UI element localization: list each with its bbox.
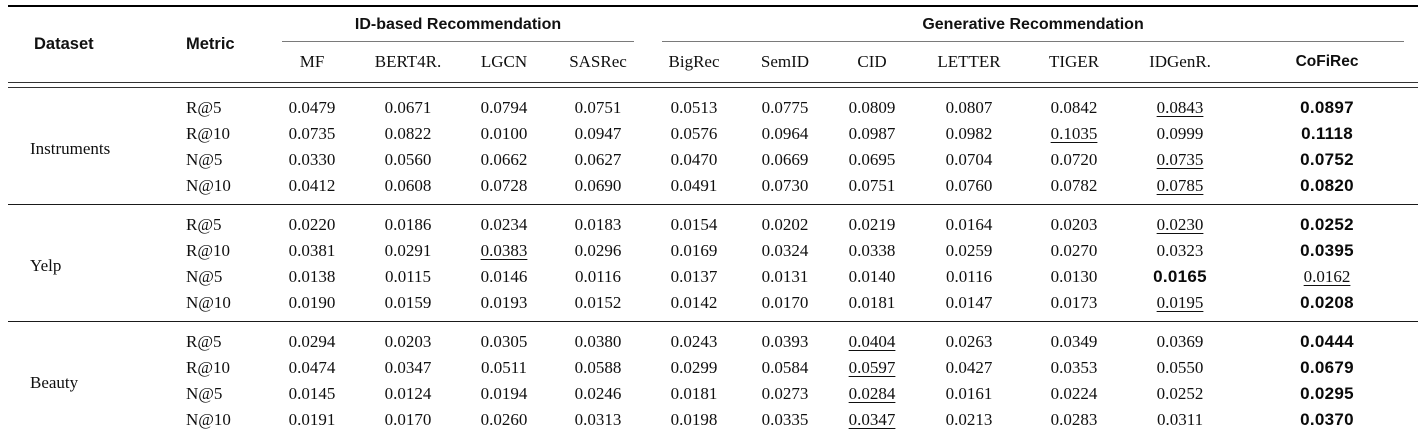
group-header-id-based [268,6,648,42]
value-cell: 0.0243 [648,321,740,355]
value-cell: 0.0370 [1300,409,1354,429]
value-cell: 0.0161 [945,383,993,403]
value-cell: 0.0234 [460,204,548,238]
value-cell: 0.0142 [670,292,718,312]
value-cell: 0.0190 [288,292,336,312]
value-cell: 0.0479 [288,97,336,117]
value-cell: 0.0324 [761,240,809,260]
value-cell: 0.0393 [740,321,830,355]
value-cell: 0.0381 [288,240,336,260]
column-header-cofirec: CoFiRec [1295,52,1359,70]
value-cell: 0.0186 [356,204,460,238]
group-header-generative-label: Generative Recommendation [662,16,1404,42]
value-cell: 0.0131 [761,266,809,286]
value-cell: 0.0353 [1050,357,1098,377]
value-cell: 0.0152 [574,292,622,312]
value-cell: 0.0380 [548,321,648,355]
value-cell: 0.0427 [945,357,993,377]
value-cell: 0.0291 [384,240,432,260]
metric-label: N@5 [186,383,223,403]
value-cell: 0.0313 [574,409,622,429]
metric-label: N@10 [186,175,231,195]
value-cell: 0.0809 [848,97,896,117]
column-header-letter: LETTER [937,51,1001,71]
value-cell: 0.0347 [384,357,432,377]
value-cell: 0.0230 [1124,204,1236,238]
value-cell: 0.0730 [761,175,809,195]
metric-label: N@10 [186,292,231,312]
value-cell: 0.0412 [288,175,336,195]
table-row [8,407,1418,438]
value-cell: 0.0165 [1153,266,1207,286]
table-row [8,321,1418,355]
value-cell: 0.0323 [1156,240,1204,260]
value-cell: 0.0597 [848,357,896,377]
column-header-mf: MF [299,51,325,71]
metric-label: R@10 [186,357,230,377]
value-cell: 0.0470 [670,149,718,169]
table-row [8,147,1418,173]
value-cell: 0.0173 [1050,292,1098,312]
value-cell: 0.0311 [1156,409,1204,429]
value-cell: 0.0224 [1050,383,1098,403]
value-cell: 0.0330 [288,149,336,169]
value-cell: 0.0511 [480,357,528,377]
value-cell: 0.0147 [945,292,993,312]
value-cell: 0.0395 [1300,240,1354,260]
metric-label: N@5 [186,149,223,169]
value-cell: 0.0751 [848,175,896,195]
metric-label: N@10 [186,409,231,429]
value-cell: 0.0513 [670,97,718,117]
value-cell: 0.0735 [1156,149,1204,169]
value-cell: 0.1035 [1050,123,1098,143]
value-cell: 0.0369 [1124,321,1236,355]
column-header-semid: SemID [760,51,810,71]
dataset-label: Beauty [8,321,168,438]
value-cell: 0.0198 [670,409,718,429]
metric-label: R@10 [186,240,230,260]
dataset-block-beauty [8,321,1418,438]
value-cell: 0.0347 [848,409,896,429]
value-cell: 0.0130 [1050,266,1098,286]
value-cell: 0.0704 [945,149,993,169]
value-cell: 0.0690 [574,175,622,195]
column-header-bert4r: BERT4R. [374,51,442,71]
table-row [8,204,1418,238]
value-cell: 0.0252 [1236,204,1418,238]
value-cell: 0.0491 [670,175,718,195]
metric-label: R@10 [186,123,230,143]
value-cell: 0.0822 [384,123,432,143]
value-cell: 0.0785 [1156,175,1204,195]
value-cell: 0.0283 [1050,409,1098,429]
value-cell: 0.0213 [945,409,993,429]
group-header-generative [648,6,1418,42]
results-table [8,5,1418,438]
value-cell: 0.0584 [761,357,809,377]
column-header-sasrec: SASRec [569,51,627,71]
column-header-tiger: TIGER [1048,51,1100,71]
metric-label: R@5 [168,204,268,238]
metric-label: R@5 [168,321,268,355]
group-header-id-based-label: ID-based Recommendation [282,16,634,42]
value-cell: 0.0203 [356,321,460,355]
value-cell: 0.0720 [1050,149,1098,169]
value-cell: 0.0116 [945,266,993,286]
table-row [8,381,1418,407]
value-cell: 0.0273 [761,383,809,403]
metric-column-header: Metric [186,34,235,53]
dataset-label: Yelp [8,204,168,321]
value-cell: 0.0349 [1024,321,1124,355]
column-header-lgcn: LGCN [480,51,528,71]
value-cell: 0.0140 [848,266,896,286]
value-cell: 0.0208 [1300,292,1354,312]
value-cell: 0.0444 [1236,321,1418,355]
value-cell: 0.0671 [384,97,432,117]
value-cell: 0.0588 [574,357,622,377]
value-cell: 0.0794 [480,97,528,117]
value-cell: 0.0751 [574,97,622,117]
value-cell: 0.0735 [288,123,336,143]
value-cell: 0.0145 [288,383,336,403]
value-cell: 0.0164 [914,204,1024,238]
value-cell: 0.0782 [1050,175,1098,195]
value-cell: 0.0987 [848,123,896,143]
value-cell: 0.0219 [830,204,914,238]
value-cell: 0.0284 [848,383,896,403]
table-row [8,121,1418,147]
value-cell: 0.0252 [1156,383,1204,403]
value-cell: 0.0775 [761,97,809,117]
value-cell: 0.0752 [1300,149,1354,169]
value-cell: 0.0191 [288,409,336,429]
value-cell: 0.0335 [761,409,809,429]
group-header-row [8,6,1418,42]
value-cell: 0.0843 [1156,97,1204,117]
value-cell: 0.0259 [945,240,993,260]
value-cell: 0.0181 [848,292,896,312]
value-cell: 0.0115 [384,266,432,286]
value-cell: 0.0576 [670,123,718,143]
value-cell: 0.0669 [761,149,809,169]
value-cell: 0.0305 [460,321,548,355]
value-cell: 0.0138 [288,266,336,286]
value-cell: 0.0820 [1300,175,1354,195]
metric-label: R@5 [186,97,222,117]
value-cell: 0.0679 [1300,357,1354,377]
value-cell: 0.0299 [670,357,718,377]
table-row [8,355,1418,381]
value-cell: 0.0194 [480,383,528,403]
value-cell: 0.0202 [740,204,830,238]
column-header-bigrec: BigRec [668,51,720,71]
value-cell: 0.0295 [1300,383,1354,403]
value-cell: 0.0627 [574,149,622,169]
table-row [8,87,1418,121]
value-cell: 0.0193 [480,292,528,312]
value-cell: 0.0270 [1050,240,1098,260]
value-cell: 0.0170 [384,409,432,429]
value-cell: 0.0203 [1024,204,1124,238]
value-cell: 0.0982 [945,123,993,143]
value-cell: 0.0947 [574,123,622,143]
value-cell: 0.0404 [830,321,914,355]
value-cell: 0.0263 [914,321,1024,355]
column-header-cid: CID [857,51,887,71]
value-cell: 0.1118 [1301,123,1353,143]
value-cell: 0.0159 [384,292,432,312]
value-cell: 0.0296 [574,240,622,260]
value-cell: 0.0100 [480,123,528,143]
value-cell: 0.0294 [268,321,356,355]
value-cell: 0.0897 [1300,97,1354,117]
value-cell: 0.0560 [384,149,432,169]
value-cell: 0.0162 [1303,266,1351,286]
value-cell: 0.0137 [670,266,718,286]
value-cell: 0.0124 [384,383,432,403]
value-cell: 0.0695 [848,149,896,169]
value-cell: 0.0550 [1156,357,1204,377]
value-cell: 0.0728 [480,175,528,195]
value-cell: 0.0338 [848,240,896,260]
table-row [8,238,1418,264]
value-cell: 0.0383 [480,240,528,260]
value-cell: 0.0183 [548,204,648,238]
column-header-idgenr: IDGenR. [1149,51,1211,71]
value-cell: 0.0246 [574,383,622,403]
value-cell: 0.0807 [945,97,993,117]
value-cell: 0.0760 [945,175,993,195]
dataset-block-instruments [8,87,1418,204]
table-row [8,290,1418,322]
value-cell: 0.0181 [670,383,718,403]
table-row [8,173,1418,205]
value-cell: 0.0474 [288,357,336,377]
metric-label: N@5 [186,266,223,286]
dataset-label: Instruments [30,139,111,158]
value-cell: 0.0842 [1050,97,1098,117]
table-row [8,264,1418,290]
value-cell: 0.0170 [761,292,809,312]
value-cell: 0.0146 [480,266,528,286]
value-cell: 0.0169 [670,240,718,260]
value-cell: 0.0220 [268,204,356,238]
value-cell: 0.0608 [384,175,432,195]
value-cell: 0.0964 [761,123,809,143]
dataset-block-yelp [8,204,1418,321]
value-cell: 0.0662 [480,149,528,169]
value-cell: 0.0260 [480,409,528,429]
dataset-column-header: Dataset [34,34,94,53]
value-cell: 0.0999 [1156,123,1204,143]
value-cell: 0.0116 [574,266,622,286]
value-cell: 0.0154 [648,204,740,238]
value-cell: 0.0195 [1156,292,1204,312]
